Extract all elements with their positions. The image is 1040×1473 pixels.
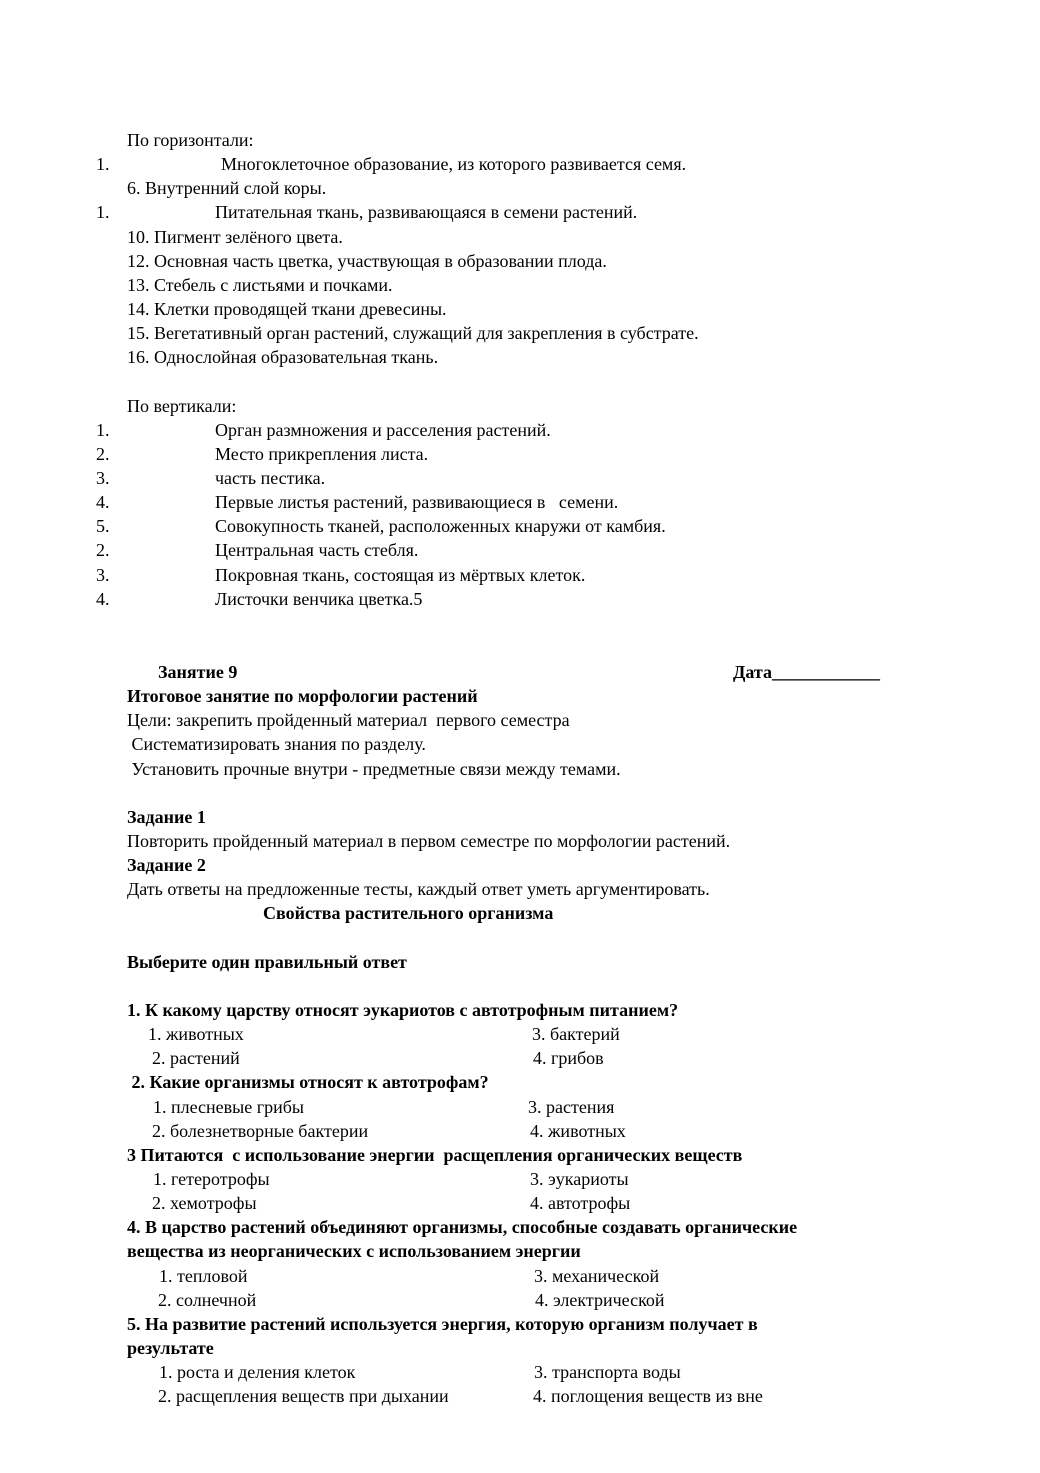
question-text: 5. На развитие растений используется энергия, которую организм получает в [127, 1314, 758, 1334]
question-text: результате [127, 1338, 214, 1358]
answer-option: 4. электрической [535, 1290, 665, 1310]
answer-option: 1. гетеротрофы [153, 1169, 270, 1189]
answer-option: 4. поглощения веществ из вне [533, 1386, 763, 1406]
horizontal-heading: По горизонтали: [127, 130, 254, 150]
lesson-goal: Систематизировать знания по разделу. [127, 734, 426, 754]
list-item: Первые листья растений, развивающиеся в семени. [215, 492, 619, 512]
list-item-number: 2. [96, 540, 110, 560]
list-item-number: 3. [96, 565, 110, 585]
answer-option: 3. эукариоты [530, 1169, 629, 1189]
lesson-goal: Установить прочные внутри - предметные связи между темами. [127, 759, 621, 779]
question-text: 3 Питаются с использование энергии расщепления органических веществ [127, 1145, 743, 1165]
answer-option: 1. плесневые грибы [153, 1097, 305, 1117]
list-item-number: 1. [96, 154, 110, 174]
section-title: Свойства растительного организма [263, 903, 554, 923]
lesson-goal: Цели: закрепить пройденный материал первого семестра [127, 710, 570, 730]
answer-option: 2. болезнетворные бактерии [152, 1121, 369, 1141]
list-item: Многоклеточное образование, из которого развивается семя. [221, 154, 687, 174]
list-item: Листочки венчика цветка.5 [215, 589, 423, 609]
question-text: 4. В царство растений объединяют организмы, способные создавать органические [127, 1217, 798, 1237]
answer-option: 3. бактерий [532, 1024, 620, 1044]
list-item: Покровная ткань, состоящая из мёртвых клеток. [215, 565, 586, 585]
list-item: Питательная ткань, развивающаяся в семени растений. [215, 202, 638, 222]
answer-option: 2. расщепления веществ при дыхании [158, 1386, 449, 1406]
answer-option: 1. животных [148, 1024, 244, 1044]
answer-option: 4. грибов [533, 1048, 604, 1068]
answer-option: 2. хемотрофы [152, 1193, 257, 1213]
list-item-number: 2. [96, 444, 110, 464]
list-item: 13. Стебель с листьями и почками. [127, 275, 393, 295]
answer-option: 1. тепловой [159, 1266, 248, 1286]
question-text: вещества из неорганических с использованием энергии [127, 1241, 581, 1261]
task1-text: Повторить пройденный материал в первом семестре по морфологии растений. [127, 831, 731, 851]
answer-option: 4. животных [530, 1121, 626, 1141]
list-item: Совокупность тканей, расположенных кнаружи от камбия. [215, 516, 666, 536]
list-item-number: 1. [96, 202, 110, 222]
answer-option: 3. механической [534, 1266, 660, 1286]
list-item: 16. Однослойная образовательная ткань. [127, 347, 439, 367]
question-text: 1. К какому царству относят эукариотов с автотрофным питанием? [127, 1000, 679, 1020]
list-item: Центральная часть стебля. [215, 540, 419, 560]
answer-option: 3. растения [528, 1097, 615, 1117]
answer-option: 2. солнечной [158, 1290, 257, 1310]
answer-option: 2. растений [152, 1048, 240, 1068]
answer-option: 4. автотрофы [530, 1193, 631, 1213]
list-item: часть пестика. [215, 468, 326, 488]
lesson-date: Дата____________ [733, 662, 880, 682]
task1-title: Задание 1 [127, 807, 206, 827]
task2-title: Задание 2 [127, 855, 206, 875]
list-item-number: 1. [96, 420, 110, 440]
list-item: Место прикрепления листа. [215, 444, 429, 464]
list-item: 15. Вегетативный орган растений, служащий для закрепления в субстрате. [127, 323, 699, 343]
question-text: 2. Какие организмы относят к автотрофам? [127, 1072, 489, 1092]
list-item-number: 3. [96, 468, 110, 488]
list-item-number: 4. [96, 492, 110, 512]
list-item: Орган размножения и расселения растений. [215, 420, 551, 440]
list-item-number: 5. [96, 516, 110, 536]
list-item: 6. Внутренний слой коры. [127, 178, 327, 198]
task2-text: Дать ответы на предложенные тесты, каждый ответ уметь аргументировать. [127, 879, 710, 899]
lesson-subtitle: Итоговое занятие по морфологии растений [127, 686, 478, 706]
lesson-title: Занятие 9 [158, 662, 238, 682]
vertical-heading: По вертикали: [127, 396, 237, 416]
list-item: 10. Пигмент зелёного цвета. [127, 227, 343, 247]
list-item-number: 4. [96, 589, 110, 609]
instruction: Выберите один правильный ответ [127, 952, 407, 972]
answer-option: 3. транспорта воды [534, 1362, 681, 1382]
list-item: 14. Клетки проводящей ткани древесины. [127, 299, 447, 319]
list-item: 12. Основная часть цветка, участвующая в образовании плода. [127, 251, 607, 271]
answer-option: 1. роста и деления клеток [159, 1362, 356, 1382]
